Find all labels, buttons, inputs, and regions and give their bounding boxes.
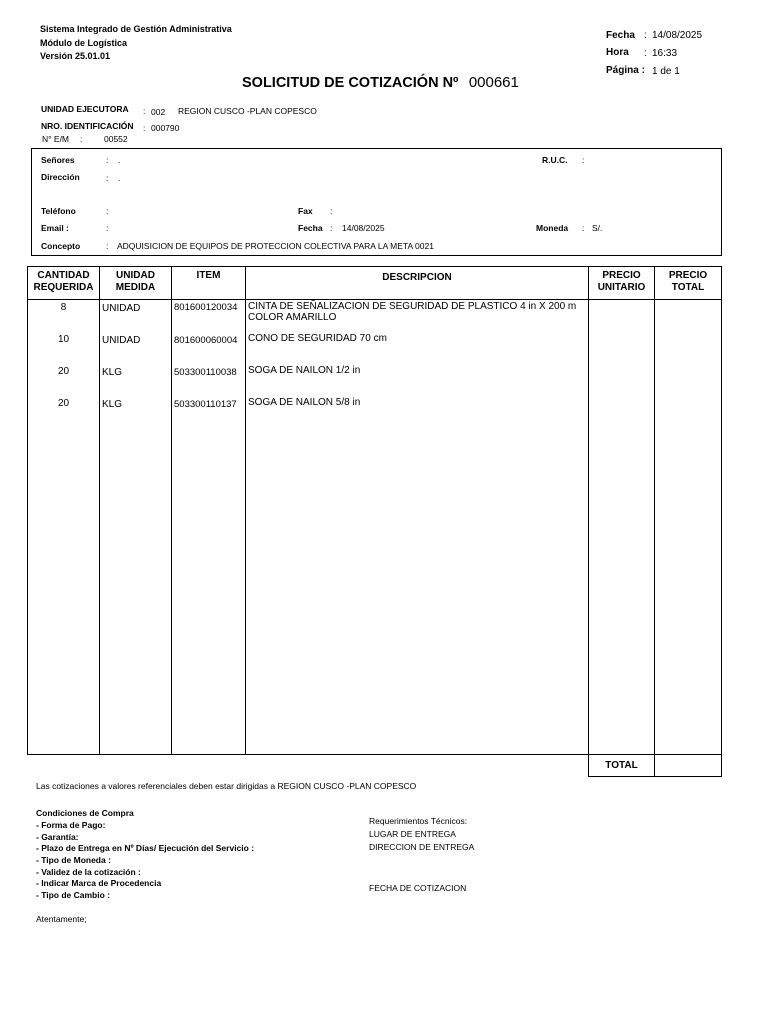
row-item: 503300110137 <box>174 399 237 410</box>
lugar-entrega: LUGAR DE ENTREGA <box>369 829 456 839</box>
unidad-ejecutora-colon: : <box>143 106 146 116</box>
table-col-divider <box>654 266 655 755</box>
fax-colon: : <box>330 206 333 216</box>
row-unidad: KLG <box>102 399 123 410</box>
header-pagina-value: 1 de 1 <box>652 66 680 77</box>
conditions-title: Condiciones de Compra <box>36 808 134 818</box>
direccion-label: Dirección <box>41 172 80 182</box>
ruc-colon: : <box>582 155 585 165</box>
row-item: 503300110038 <box>174 367 237 378</box>
em-label: N° E/M <box>42 134 70 144</box>
requerimientos-title: Requerimientos Técnicos: <box>369 816 468 826</box>
header-fecha-value: 14/08/2025 <box>652 30 703 41</box>
header-pagina-label: Página : <box>606 65 645 76</box>
em-colon: : <box>80 134 83 144</box>
telefono-label: Teléfono <box>41 206 76 216</box>
direccion-entrega: DIRECCION DE ENTREGA <box>369 842 475 852</box>
condition-item: - Garantía: <box>36 832 79 842</box>
header-fecha-colon: : <box>644 30 647 41</box>
senores-colon: : <box>106 155 109 165</box>
version-label: Versión 25.01.01 <box>40 51 111 61</box>
nro-identificacion-value: 000790 <box>151 123 180 133</box>
row-cantidad: 20 <box>57 366 70 377</box>
concepto-value: ADQUISICION DE EQUIPOS DE PROTECCION COLECTIVA PARA LA META 0021 <box>117 241 434 251</box>
unidad-ejecutora-label: UNIDAD EJECUTORA <box>41 104 129 114</box>
condition-item: - Forma de Pago: <box>36 820 106 830</box>
row-descripcion: CONO DE SEGURIDAD 70 cm <box>248 333 387 344</box>
row-cantidad: 8 <box>60 302 67 313</box>
header-item: ITEM <box>196 270 221 281</box>
supplier-fecha-colon: : <box>330 223 333 233</box>
row-item: 801600060004 <box>174 335 238 346</box>
total-label: TOTAL <box>605 760 638 771</box>
header-precio-unitario: PRECIO UNITARIO <box>597 270 646 293</box>
supplier-box <box>31 148 722 256</box>
moneda-colon: : <box>582 223 585 233</box>
row-cantidad: 20 <box>57 398 70 409</box>
document-title <box>242 74 519 92</box>
system-name: Sistema Integrado de Gestión Administrativa <box>40 24 232 34</box>
supplier-fecha-value: 14/08/2025 <box>342 223 385 233</box>
module-name: Módulo de Logística <box>40 38 127 48</box>
document-title-text: SOLICITUD DE COTIZACIÓN Nº <box>242 75 459 91</box>
moneda-value: S/. <box>592 223 603 233</box>
header-precio-total: PRECIO TOTAL <box>668 270 708 293</box>
direccion-value: . <box>118 173 121 183</box>
table-col-divider <box>171 266 172 755</box>
email-colon: : <box>106 223 109 233</box>
table-col-divider <box>99 266 100 755</box>
header-hora-label: Hora <box>606 47 629 58</box>
header-fecha-label: Fecha <box>606 30 635 41</box>
header-hora-colon: : <box>644 48 647 59</box>
header-hora-value: 16:33 <box>652 48 678 59</box>
supplier-fecha-label: Fecha <box>298 223 323 233</box>
row-descripcion: SOGA DE NAILON 5/8 in <box>248 397 361 408</box>
senores-value: . <box>118 155 121 165</box>
concepto-colon: : <box>106 241 109 251</box>
unidad-ejecutora-name: REGION CUSCO -PLAN COPESCO <box>178 106 317 116</box>
direccion-colon: : <box>106 173 109 183</box>
condition-item: - Validez de la cotización : <box>36 867 141 877</box>
document-number: 000661 <box>468 74 519 91</box>
table-col-divider <box>245 266 246 755</box>
header-descripcion: DESCRIPCION <box>382 272 452 283</box>
total-divider <box>654 754 655 777</box>
telefono-colon: : <box>106 206 109 216</box>
moneda-label: Moneda <box>536 223 569 233</box>
footer-note: Las cotizaciones a valores referenciales deben estar dirigidas a REGION CUSCO -PLAN COPESCO <box>36 781 417 791</box>
fecha-cotizacion: FECHA DE COTIZACION <box>369 883 467 893</box>
row-cantidad: 10 <box>57 334 70 345</box>
header-unidad: UNIDAD MEDIDA <box>115 270 156 293</box>
nro-identificacion-colon: : <box>143 123 146 133</box>
table-col-divider <box>588 266 589 755</box>
condition-item: - Plazo de Entrega en Nº Días/ Ejecución del Servicio : <box>36 843 255 853</box>
row-descripcion: SOGA DE NAILON 1/2 in <box>248 365 361 376</box>
closing-text: Atentamente; <box>36 914 87 924</box>
em-value: 00552 <box>104 134 128 144</box>
header-cantidad: CANTIDAD REQUERIDA <box>33 270 94 293</box>
row-unidad: KLG <box>102 367 123 378</box>
email-label: Email : <box>41 223 69 233</box>
row-unidad: UNIDAD <box>102 335 141 346</box>
ruc-label: R.U.C. <box>542 155 568 165</box>
concepto-label: Concepto <box>41 241 81 251</box>
fax-label: Fax <box>298 206 313 216</box>
row-unidad: UNIDAD <box>102 303 141 314</box>
row-descripcion: CINTA DE SEÑALIZACION DE SEGURIDAD DE PLASTICO 4 in X 200 m COLOR AMARILLO <box>248 301 577 323</box>
senores-label: Señores <box>41 155 75 165</box>
row-item: 801600120034 <box>174 302 238 313</box>
condition-item: - Tipo de Moneda : <box>36 855 111 865</box>
condition-item: - Tipo de Cambio : <box>36 890 110 900</box>
table-header-divider <box>27 299 722 300</box>
nro-identificacion-label: NRO. IDENTIFICACIÓN <box>41 121 134 131</box>
unidad-ejecutora-code: 002 <box>151 107 166 117</box>
condition-item: - Indicar Marca de Procedencia <box>36 878 162 888</box>
